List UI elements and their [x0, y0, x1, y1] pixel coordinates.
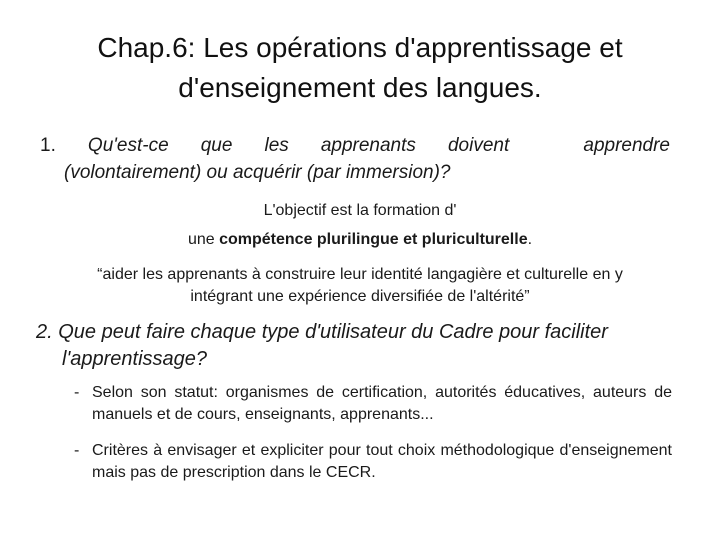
- question-1-word: que: [200, 135, 233, 156]
- question-1-word: les: [264, 135, 289, 156]
- question-1-word: Qu'est-ce: [87, 135, 169, 156]
- objective-line-2: [40, 229, 680, 251]
- bullet-text: Critères à envisager et expliciter pour tout choix méthodologique d'enseignement mais pas de prescription dans le CECR.: [92, 442, 672, 481]
- question-1-word: apprenants: [320, 135, 416, 156]
- question-1-word: apprendre: [583, 135, 670, 156]
- title-line-1: Chap.6: Les opérations d'apprentissage et: [97, 32, 623, 63]
- title-line-2: d'enseignement des langues.: [178, 72, 542, 103]
- question-2-line-1: 2. Que peut faire chaque type d'utilisateur du Cadre pour faciliter: [36, 321, 608, 343]
- question-1-word: doivent: [447, 135, 510, 156]
- quote: [40, 264, 680, 308]
- question-2-line-2: l'apprentissage?: [62, 348, 208, 370]
- quote-line-2: intégrant une expérience diversifiée de l'altérité”: [190, 288, 530, 305]
- question-1-line-2: (volontairement) ou acquérir (par immersion)?: [64, 162, 451, 183]
- bullet-item: [74, 440, 672, 484]
- spacer: [541, 132, 551, 159]
- bullet-dash: -: [74, 442, 80, 459]
- objective-prefix: une: [187, 231, 220, 248]
- objective-line-1: L'objectif est la formation d': [263, 202, 457, 219]
- objective-suffix: .: [527, 231, 533, 248]
- question-1-line-1: [40, 132, 670, 159]
- slide-title: [40, 28, 680, 108]
- objective-bold-term: compétence plurilingue et pluriculturelle: [219, 231, 528, 248]
- bullet-text: Selon son statut: organismes de certification, autorités éducatives, auteurs de manuels et de cours, enseignants, apprenants...: [92, 384, 672, 423]
- bullet-item: [74, 382, 672, 426]
- question-1: [40, 132, 670, 186]
- question-1-number: 1.: [40, 135, 56, 156]
- bullet-list: [74, 382, 672, 498]
- question-2: [36, 319, 676, 373]
- quote-line-1: “aider les apprenants à construire leur identité langagière et culturelle en y: [97, 266, 623, 283]
- bullet-dash: -: [74, 384, 80, 401]
